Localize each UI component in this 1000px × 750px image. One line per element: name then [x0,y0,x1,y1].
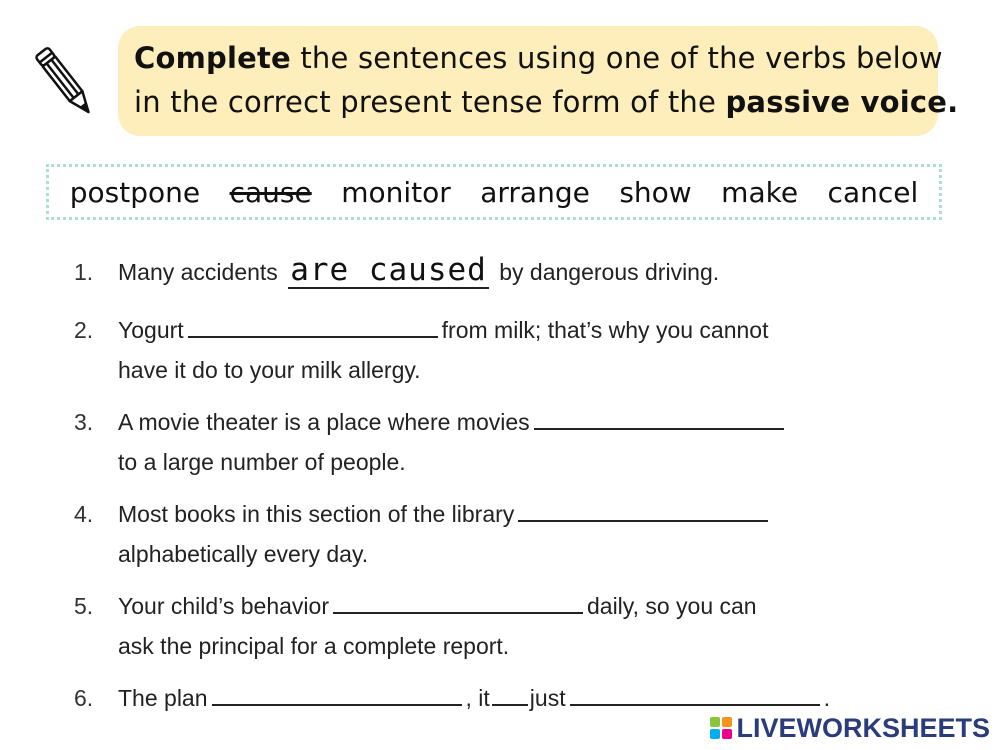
item-text-mid-2: just [529,685,566,711]
item-text-before: The plan [118,685,208,711]
instructions-text-2: in the correct present tense form of the [134,85,726,119]
verb-cancel: cancel [827,175,919,209]
item-text [118,678,830,718]
answer-blank-6c[interactable] [570,684,820,706]
verb-postpone: postpone [69,175,201,209]
item-text-line-2: ask the principal for a complete report. [118,633,510,659]
verb-cause: cause [229,175,312,209]
answer-field-1[interactable]: are caused [290,252,487,288]
item-number: 4. [74,501,94,527]
verb-make: make [721,175,799,209]
pencil-icon [30,40,100,125]
verb-bank [46,164,942,220]
verb-show: show [619,175,692,209]
answer-blank-6b[interactable] [492,684,528,706]
instructions-passive-voice: passive voice. [725,85,959,119]
instructions-line-1 [134,36,943,80]
item-text-before: A movie theater is a place where movies [118,409,530,435]
item-text-line-2: alphabetically every day. [118,541,369,567]
liveworksheets-logo [710,714,990,742]
instructions-line-2 [134,80,959,124]
item-text-after: by dangerous driving. [499,259,720,285]
item-text [118,310,768,350]
item-number: 6. [74,685,94,711]
item-text-after: daily, so you can [586,593,757,619]
answer-blank-5[interactable] [333,592,583,614]
item-text-after: from milk; that’s why you cannot [441,317,769,343]
item-text-before: Yogurt [118,317,184,343]
item-text-line-2: to a large number of people. [118,449,406,475]
item-text [118,494,772,534]
instructions-text-1: the sentences using one of the verbs below [290,41,943,75]
item-text [118,586,757,626]
item-text-before: Many accidents [118,259,278,285]
item-number: 1. [74,259,94,285]
item-text-line-2: have it do to your milk allergy. [118,357,421,383]
item-number: 2. [74,317,94,343]
logo-badge-icon [710,717,732,739]
answer-blank-3[interactable] [534,408,784,430]
item-text-before: Your child’s behavior [118,593,329,619]
item-number: 3. [74,409,94,435]
item-text [118,252,719,292]
item-text-mid: , it [465,685,490,711]
answer-blank-6a[interactable] [212,684,462,706]
verb-monitor: monitor [341,175,451,209]
instructions-complete: Complete [134,41,291,75]
answer-blank-4[interactable] [518,500,768,522]
instructions-box [118,26,959,136]
logo-text: LIVEWORKSHEETS [736,712,990,743]
item-number: 5. [74,593,94,619]
item-text-before: Most books in this section of the library [118,501,515,527]
item-text [118,402,788,442]
item-text-end: . [823,685,830,711]
verb-arrange: arrange [480,175,590,209]
answer-blank-2[interactable] [188,316,438,338]
